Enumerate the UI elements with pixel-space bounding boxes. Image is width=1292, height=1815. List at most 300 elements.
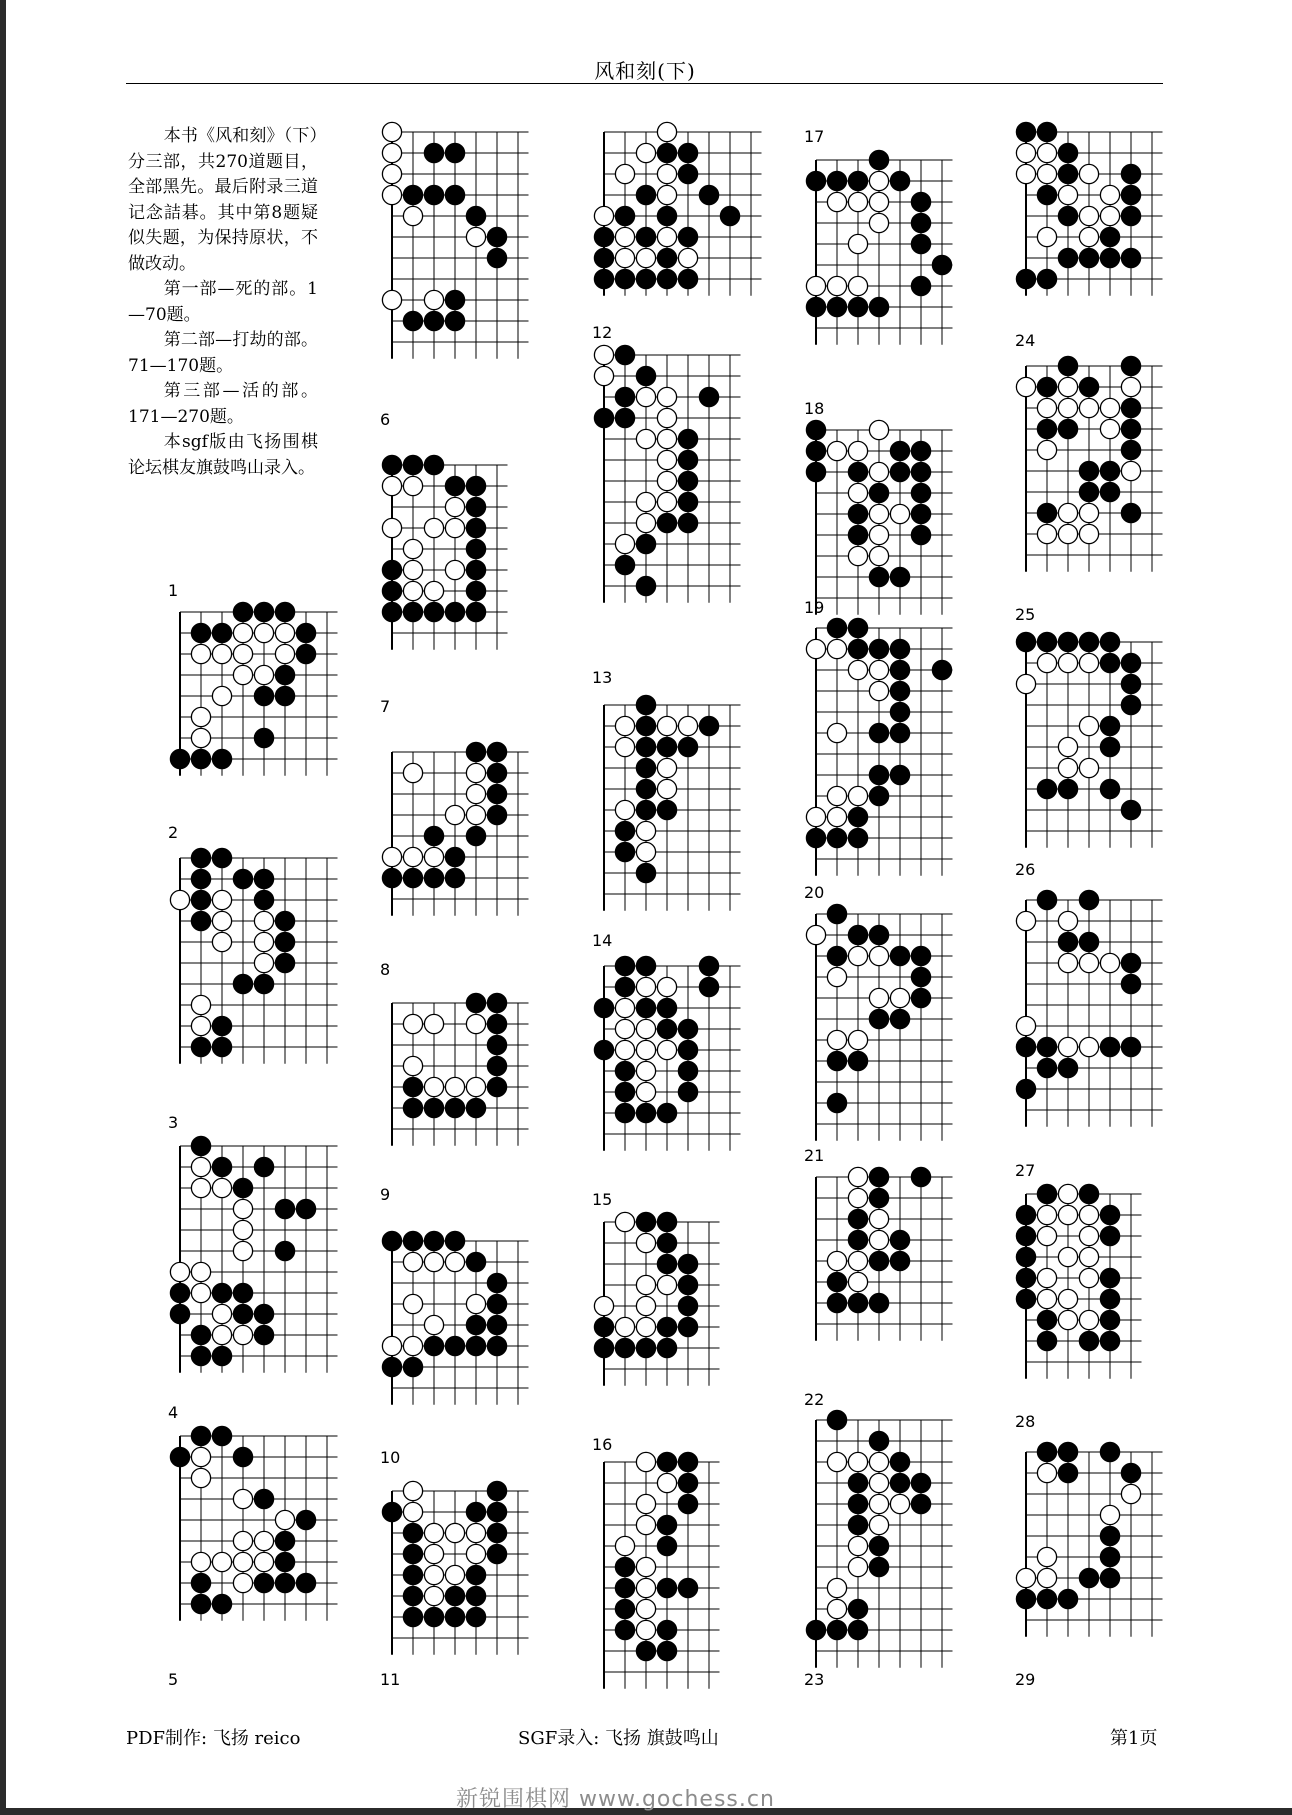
black-stone [657, 1620, 676, 1639]
black-stone [1037, 890, 1056, 909]
problem-number: 1 [168, 581, 179, 600]
white-stone [869, 546, 888, 565]
black-stone [275, 686, 294, 705]
problem-number: 15 [592, 1190, 613, 1209]
black-stone [233, 1178, 252, 1197]
black-stone [615, 1338, 634, 1357]
white-stone [657, 471, 676, 490]
black-stone [678, 269, 697, 288]
black-stone [487, 1035, 506, 1054]
black-stone [1037, 1058, 1056, 1077]
black-stone [657, 269, 676, 288]
black-stone [403, 1098, 422, 1117]
black-stone [424, 185, 443, 204]
white-stone [636, 1317, 655, 1336]
white-stone [657, 1473, 676, 1492]
black-stone [1058, 143, 1077, 162]
black-stone [827, 1293, 846, 1312]
go-board-diagram [1016, 356, 1173, 582]
white-stone [869, 1230, 888, 1249]
white-stone [403, 476, 422, 495]
white-stone [848, 1167, 867, 1186]
black-stone [275, 1199, 294, 1218]
white-stone [445, 518, 464, 537]
white-stone [254, 623, 273, 642]
white-stone [890, 504, 909, 523]
white-stone [1037, 227, 1056, 246]
black-stone [487, 742, 506, 761]
black-stone [594, 1317, 613, 1336]
problem-number: 6 [380, 410, 391, 429]
black-stone [678, 1578, 697, 1597]
black-stone [1121, 653, 1140, 672]
white-stone [827, 807, 846, 826]
black-stone [1100, 737, 1119, 756]
black-stone [1121, 206, 1140, 225]
white-stone [869, 1452, 888, 1471]
white-stone [869, 681, 888, 700]
white-stone [636, 1515, 655, 1534]
white-stone [827, 723, 846, 742]
black-stone [1079, 1184, 1098, 1203]
black-stone [424, 1336, 443, 1355]
black-stone [275, 932, 294, 951]
black-stone [615, 555, 634, 574]
black-stone [699, 716, 718, 735]
black-stone [1079, 377, 1098, 396]
black-stone [827, 618, 846, 637]
white-stone [1037, 1547, 1056, 1566]
black-stone [382, 1502, 401, 1521]
black-stone [869, 1167, 888, 1186]
white-stone [678, 716, 697, 735]
go-board-diagram [806, 420, 963, 625]
black-stone [466, 560, 485, 579]
white-stone [445, 1523, 464, 1542]
black-stone [1100, 1331, 1119, 1350]
white-stone [869, 1209, 888, 1228]
white-stone [212, 644, 231, 663]
black-stone [657, 998, 676, 1017]
black-stone [869, 1251, 888, 1270]
go-board-diagram [1016, 1184, 1152, 1410]
white-stone [191, 1552, 210, 1571]
black-stone [848, 1515, 867, 1534]
white-stone [615, 800, 634, 819]
black-stone [699, 387, 718, 406]
black-stone [212, 1283, 231, 1302]
white-stone [212, 890, 231, 909]
black-stone [636, 863, 655, 882]
black-stone [657, 1641, 676, 1660]
problem-number: 8 [380, 960, 391, 979]
white-stone [445, 560, 464, 579]
black-stone [1058, 164, 1077, 183]
black-stone [1100, 1442, 1119, 1461]
white-stone [1058, 911, 1077, 930]
black-stone [1016, 632, 1035, 651]
black-stone [382, 1231, 401, 1250]
black-stone [636, 534, 655, 553]
black-stone [191, 890, 210, 909]
intro-text [128, 124, 318, 481]
black-stone [869, 1536, 888, 1555]
black-stone [1121, 356, 1140, 375]
white-stone [212, 932, 231, 951]
black-stone [296, 1510, 315, 1529]
white-stone [1037, 524, 1056, 543]
black-stone [466, 1336, 485, 1355]
white-stone [1016, 143, 1035, 162]
footer-page-number: 第1页 [1110, 1728, 1158, 1749]
white-stone [254, 911, 273, 930]
black-stone [657, 1338, 676, 1357]
white-stone [403, 560, 422, 579]
white-stone [890, 988, 909, 1007]
white-stone [1100, 953, 1119, 972]
white-stone [657, 227, 676, 246]
black-stone [1079, 248, 1098, 267]
black-stone [487, 1056, 506, 1075]
black-stone [1100, 1310, 1119, 1329]
white-stone [869, 192, 888, 211]
problem-number: 10 [380, 1448, 401, 1467]
white-stone [1079, 1037, 1098, 1056]
black-stone [466, 602, 485, 621]
black-stone [1100, 248, 1119, 267]
white-stone [1037, 398, 1056, 417]
white-stone [191, 1157, 210, 1176]
go-board-diagram [1016, 122, 1173, 306]
white-stone [191, 728, 210, 747]
black-stone [1121, 674, 1140, 693]
black-stone [678, 1019, 697, 1038]
white-stone [827, 1599, 846, 1618]
white-stone [848, 441, 867, 460]
white-stone [382, 290, 401, 309]
black-stone [1100, 1289, 1119, 1308]
black-stone [827, 297, 846, 316]
problem-number: 21 [804, 1146, 825, 1165]
black-stone [890, 660, 909, 679]
white-stone [848, 1536, 867, 1555]
black-stone [911, 483, 930, 502]
black-stone [466, 1565, 485, 1584]
black-stone [911, 1167, 930, 1186]
black-stone [657, 1536, 676, 1555]
white-stone [1037, 1226, 1056, 1245]
white-stone [848, 1557, 867, 1576]
black-stone [487, 1336, 506, 1355]
white-stone [827, 192, 846, 211]
black-stone [848, 1230, 867, 1249]
black-stone [487, 993, 506, 1012]
black-stone [636, 1103, 655, 1122]
white-stone [615, 716, 634, 735]
white-stone [1079, 206, 1098, 225]
black-stone [1079, 890, 1098, 909]
black-stone [445, 1586, 464, 1605]
go-board-diagram [594, 1212, 730, 1417]
white-stone [403, 1294, 422, 1313]
black-stone [657, 513, 676, 532]
white-stone [806, 925, 825, 944]
black-stone [1016, 1226, 1035, 1245]
black-stone [615, 1599, 634, 1618]
white-stone [191, 1283, 210, 1302]
white-stone [424, 1523, 443, 1542]
black-stone [254, 1157, 273, 1176]
problem-number: 4 [168, 1403, 179, 1422]
white-stone [424, 1565, 443, 1584]
white-stone [1016, 1568, 1035, 1587]
white-stone [424, 518, 443, 537]
black-stone [869, 567, 888, 586]
white-stone [1037, 440, 1056, 459]
white-stone [869, 988, 888, 1007]
black-stone [615, 1103, 634, 1122]
black-stone [678, 429, 697, 448]
white-stone [615, 534, 634, 553]
black-stone [869, 1293, 888, 1312]
black-stone [869, 786, 888, 805]
black-stone [1058, 419, 1077, 438]
black-stone [678, 471, 697, 490]
black-stone [487, 1315, 506, 1334]
black-stone [191, 1037, 210, 1056]
white-stone [466, 763, 485, 782]
go-board-diagram [1016, 890, 1173, 1137]
white-stone [848, 1251, 867, 1270]
white-stone [869, 171, 888, 190]
black-stone [466, 518, 485, 537]
black-stone [275, 953, 294, 972]
white-stone [869, 1515, 888, 1534]
white-stone [636, 1494, 655, 1513]
black-stone [848, 171, 867, 190]
black-stone [254, 1573, 273, 1592]
black-stone [1100, 779, 1119, 798]
black-stone [445, 602, 464, 621]
black-stone [615, 1061, 634, 1080]
black-stone [1079, 482, 1098, 501]
white-stone [424, 847, 443, 866]
black-stone [1121, 503, 1140, 522]
white-stone [212, 1304, 231, 1323]
black-stone [191, 1136, 210, 1155]
black-stone [678, 1473, 697, 1492]
black-stone [445, 185, 464, 204]
white-stone [657, 977, 676, 996]
black-stone [1100, 1526, 1119, 1545]
black-stone [424, 455, 443, 474]
black-stone [1016, 269, 1035, 288]
black-stone [848, 1599, 867, 1618]
black-stone [636, 800, 655, 819]
black-stone [678, 1275, 697, 1294]
black-stone [1037, 377, 1056, 396]
black-stone [466, 476, 485, 495]
white-stone [233, 1531, 252, 1550]
white-stone [869, 420, 888, 439]
black-stone [699, 956, 718, 975]
black-stone [212, 1016, 231, 1035]
black-stone [657, 1578, 676, 1597]
black-stone [911, 213, 930, 232]
go-board-diagram [1016, 1442, 1173, 1668]
white-stone [848, 192, 867, 211]
black-stone [806, 297, 825, 316]
black-stone [1037, 1310, 1056, 1329]
white-stone [636, 429, 655, 448]
black-stone [890, 567, 909, 586]
problem-number: 19 [804, 598, 825, 617]
white-stone [254, 932, 273, 951]
white-stone [191, 1178, 210, 1197]
black-stone [445, 1098, 464, 1117]
black-stone [848, 1620, 867, 1639]
white-stone [466, 1544, 485, 1563]
white-stone [1037, 1205, 1056, 1224]
white-stone [424, 581, 443, 600]
white-stone [1016, 911, 1035, 930]
white-stone [1079, 653, 1098, 672]
white-stone [212, 1178, 231, 1197]
white-stone [1079, 398, 1098, 417]
white-stone [1058, 758, 1077, 777]
black-stone [403, 185, 422, 204]
black-stone [615, 1557, 634, 1576]
black-stone [890, 1473, 909, 1492]
white-stone [636, 1620, 655, 1639]
white-stone [466, 784, 485, 803]
white-stone [382, 143, 401, 162]
black-stone [678, 1296, 697, 1315]
go-board-diagram [806, 150, 963, 355]
black-stone [445, 1231, 464, 1250]
black-stone [424, 602, 443, 621]
black-stone [678, 1061, 697, 1080]
black-stone [636, 998, 655, 1017]
problem-number: 29 [1015, 1670, 1036, 1689]
black-stone [1037, 632, 1056, 651]
black-stone [890, 1251, 909, 1270]
intro-paragraph: 第三部—活的部。171—270题。 [128, 381, 318, 427]
white-stone [615, 737, 634, 756]
black-stone [191, 1325, 210, 1344]
black-stone [657, 1452, 676, 1471]
white-stone [636, 821, 655, 840]
white-stone [466, 1014, 485, 1033]
black-stone [466, 497, 485, 516]
black-stone [848, 1209, 867, 1228]
white-stone [1037, 143, 1056, 162]
white-stone [827, 1030, 846, 1049]
black-stone [1100, 227, 1119, 246]
black-stone [657, 206, 676, 225]
white-stone [1121, 1484, 1140, 1503]
black-stone [254, 890, 273, 909]
black-stone [827, 1410, 846, 1429]
white-stone [1079, 758, 1098, 777]
white-stone [445, 1252, 464, 1271]
problem-number: 28 [1015, 1412, 1036, 1431]
black-stone [487, 227, 506, 246]
black-stone [466, 742, 485, 761]
black-stone [869, 1009, 888, 1028]
black-stone [657, 1212, 676, 1231]
white-stone [848, 546, 867, 565]
white-stone [424, 290, 443, 309]
black-stone [911, 462, 930, 481]
go-board-diagram [594, 345, 751, 634]
black-stone [890, 441, 909, 460]
white-stone [869, 1494, 888, 1513]
black-stone [275, 911, 294, 930]
go-board-diagram [382, 993, 539, 1177]
black-stone [487, 248, 506, 267]
black-stone [615, 206, 634, 225]
footer-pdf-credit: PDF制作: 飞扬 reico [126, 1728, 301, 1749]
black-stone [191, 1594, 210, 1613]
intro-paragraph: 第一部—死的部。1—70题。 [128, 279, 318, 325]
black-stone [869, 150, 888, 169]
white-stone [382, 476, 401, 495]
black-stone [848, 525, 867, 544]
white-stone [424, 1252, 443, 1271]
white-stone [657, 716, 676, 735]
go-board-diagram [594, 956, 751, 1161]
white-stone [1058, 185, 1077, 204]
white-stone [848, 1030, 867, 1049]
white-stone [657, 492, 676, 511]
black-stone [212, 1426, 231, 1445]
black-stone [254, 602, 273, 621]
white-stone [1037, 1289, 1056, 1308]
black-stone [296, 623, 315, 642]
black-stone [890, 171, 909, 190]
black-stone [1037, 1589, 1056, 1608]
black-stone [487, 784, 506, 803]
black-stone [911, 276, 930, 295]
black-stone [191, 623, 210, 642]
black-stone [424, 143, 443, 162]
black-stone [636, 227, 655, 246]
white-stone [869, 504, 888, 523]
black-stone [636, 576, 655, 595]
white-stone [212, 1552, 231, 1571]
go-board-diagram [170, 1136, 348, 1362]
black-stone [212, 1594, 231, 1613]
watermark: 新锐围棋网 www.gochess.cn [456, 1787, 775, 1812]
black-stone [1121, 800, 1140, 819]
problem-number: 18 [804, 399, 825, 418]
intro-paragraph: 本sgf版由飞扬围棋论坛棋友旗鼓鸣山录入。 [128, 432, 318, 478]
black-stone [615, 1620, 634, 1639]
black-stone [254, 1304, 273, 1323]
black-stone [191, 1426, 210, 1445]
white-stone [191, 1447, 210, 1466]
white-stone [254, 1552, 273, 1571]
black-stone [806, 462, 825, 481]
white-stone [594, 1296, 613, 1315]
black-stone [1058, 356, 1077, 375]
black-stone [1037, 503, 1056, 522]
black-stone [1016, 1247, 1035, 1266]
problem-number: 14 [592, 931, 613, 950]
black-stone [657, 1254, 676, 1273]
black-stone [1121, 695, 1140, 714]
